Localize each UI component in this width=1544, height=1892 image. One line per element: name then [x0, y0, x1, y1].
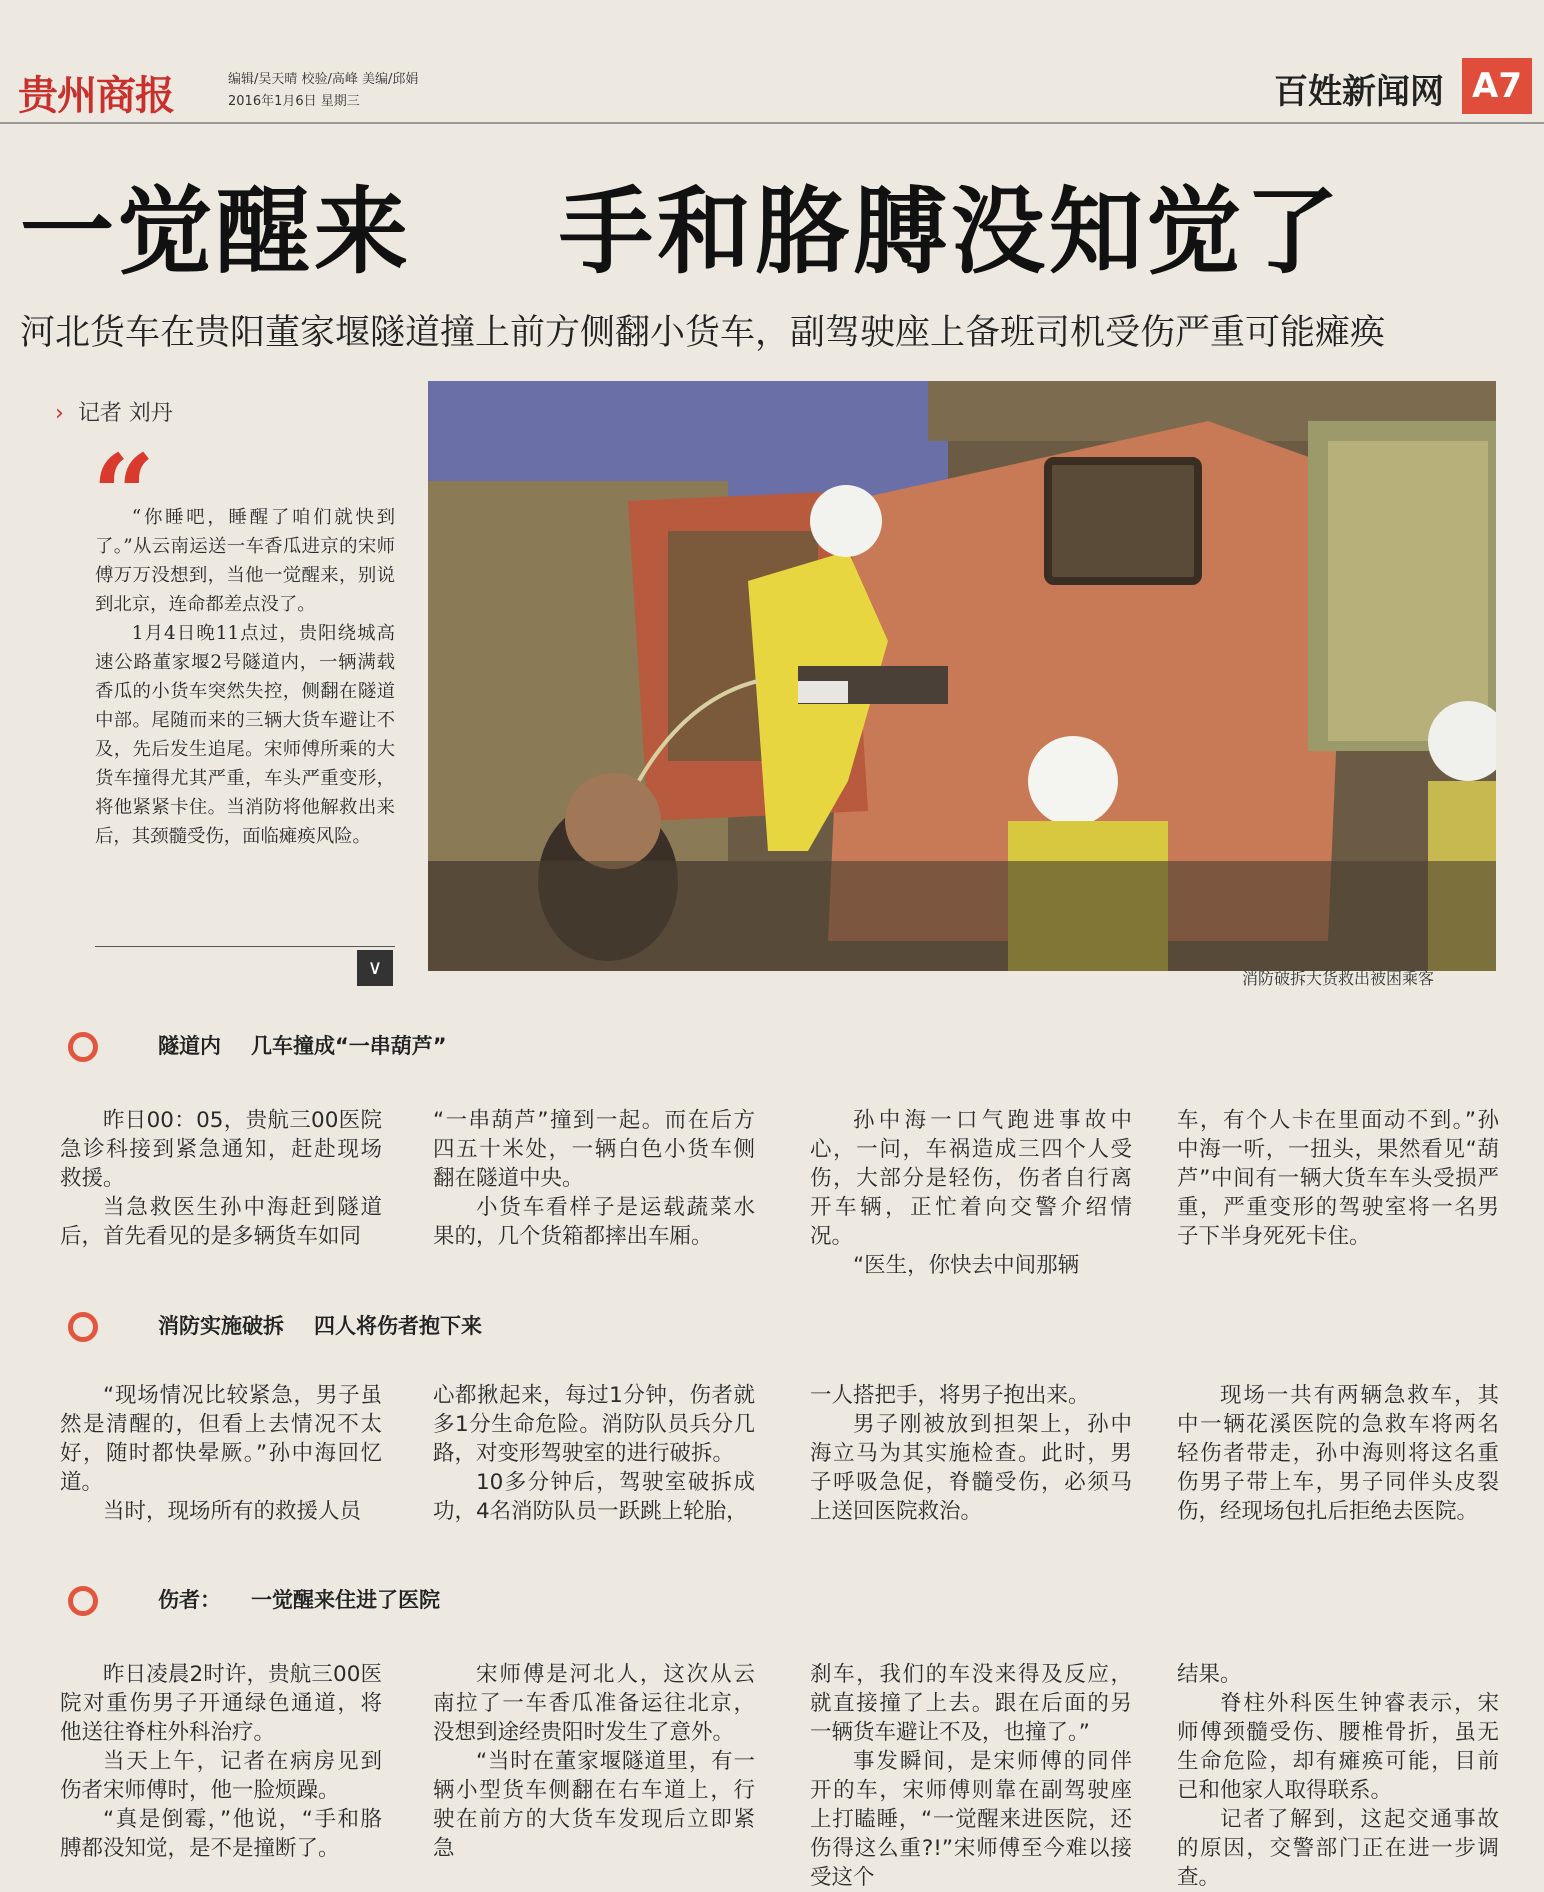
section-heading: [68, 1030, 447, 1062]
masthead-rule: [0, 122, 1544, 124]
paragraph: “一串葫芦”撞到一起。而在后方四五十米处，一辆白色小货车侧翻在隧道中央。: [433, 1108, 755, 1191]
byline-text: 记者 刘丹: [77, 401, 173, 426]
issue-date: 2016年1月6日 星期三: [228, 94, 360, 109]
text-column: [810, 1381, 1132, 1526]
editor-credits: 编辑/吴天晴 校验/高峰 美编/邱娟: [228, 72, 419, 87]
text-column: [433, 1106, 755, 1251]
paragraph: 车，有个人卡在里面动不到。”孙中海一听，一扭头，果然看见“葫芦”中间有一辆大货车车头受损严重，严重变形的驾驶室将一名男子下半身死死卡住。: [1177, 1108, 1499, 1249]
paragraph: “医生，你快去中间那辆: [853, 1253, 1080, 1278]
paragraph: 结果。: [1177, 1662, 1242, 1687]
text-column: [60, 1660, 382, 1863]
section-heading-part: 隧道内: [158, 1034, 221, 1058]
lead-divider: [95, 946, 395, 947]
lead-paragraph: 1月4日晚11点过，贵阳绕城高速公路董家堰2号隧道内，一辆满载香瓜的小货车突然失控，侧翻在隧道中部。尾随而来的三辆大货车避让不及，先后发生追尾。宋师傅所乘的大货车撞得尤其严重，车头严重变形，将他紧紧卡住。当消防将他解救出来后，其颈髓受伤，面临瘫痪风险。: [95, 623, 395, 847]
headline: 一觉醒来 手和胳膊没知觉了: [20, 178, 1343, 287]
section-heading-part: 消防实施破拆: [158, 1314, 284, 1338]
paragraph: 当时，现场所有的救援人员: [103, 1499, 362, 1524]
paragraph: 宋师傅是河北人，这次从云南拉了一车香瓜准备运往北京，没想到途经贵阳时发生了意外。: [433, 1662, 755, 1745]
text-column: [810, 1106, 1132, 1280]
paragraph: 一人搭把手，将男子抱出来。: [810, 1383, 1090, 1408]
paragraph: 记者了解到，这起交通事故的原因，交警部门正在进一步调查。: [1177, 1807, 1499, 1890]
paragraph: 昨日00：05，贵航三00医院急诊科接到紧急通知，赶赴现场救援。: [60, 1108, 382, 1191]
paragraph: 男子刚被放到担架上，孙中海立马为其实施检查。此时，男子呼吸急促，脊髓受伤，必须马上送回医院救治。: [810, 1412, 1132, 1524]
section-heading: [68, 1584, 440, 1616]
section-name: 百姓新闻网: [1274, 72, 1444, 112]
chevron-right-icon: ›: [55, 401, 64, 426]
byline: [55, 396, 173, 427]
text-column: [1177, 1381, 1499, 1526]
paragraph: 昨日凌晨2时许，贵航三00医院对重伤男子开通绿色通道，将他送往脊柱外科治疗。: [60, 1662, 382, 1745]
lead-paragraph: “你睡吧，睡醒了咱们就快到了。”从云南运送一车香瓜进京的宋师傅万万没想到，当他一觉醒来，别说到北京，连命都差点没了。: [95, 507, 395, 615]
page-number-badge: A7: [1462, 58, 1532, 114]
photo-caption: 消防破拆大货救出被困乘客: [1241, 969, 1434, 988]
paragraph: 事发瞬间，是宋师傅的同伴开的车，宋师傅则靠在副驾驶座上打瞌睡，“一觉醒来进医院，还伤得这么重?!”宋师傅至今难以接受这个: [810, 1749, 1132, 1890]
subheadline: 河北货车在贵阳董家堰隧道撞上前方侧翻小货车，副驾驶座上备班司机受伤严重可能瘫痪: [20, 313, 1386, 353]
text-column: [810, 1660, 1132, 1892]
circle-bullet-icon: [68, 1312, 98, 1342]
paragraph: 当急救医生孙中海赶到隧道后，首先看见的是多辆货车如同: [60, 1195, 382, 1249]
section-heading-part: 四人将伤者抱下来: [314, 1314, 482, 1338]
paragraph: “真是倒霉，”他说，“手和胳膊都没知觉，是不是撞断了。: [60, 1807, 382, 1861]
lead-paragraphs: [95, 503, 395, 851]
text-column: [1177, 1106, 1499, 1251]
text-column: [433, 1381, 755, 1526]
paragraph: “现场情况比较紧急，男子虽然是清醒的，但看上去情况不太好，随时都快晕厥。”孙中海回忆道。: [60, 1383, 382, 1495]
paragraph: 刹车，我们的车没来得及反应，就直接撞了上去。跟在后面的另一辆货车避让不及，也撞了。”: [810, 1662, 1132, 1745]
quote-icon: “: [92, 430, 156, 559]
paragraph: 10多分钟后，驾驶室破拆成功，4名消防队员一跃跳上轮胎，: [433, 1470, 755, 1524]
rescue-scene-illustration: [428, 381, 1496, 971]
paragraph: 现场一共有两辆急救车，其中一辆花溪医院的急救车将两名轻伤者带走，孙中海则将这名重伤男子带上车，男子同伴头皮裂伤，经现场包扎后拒绝去医院。: [1177, 1383, 1499, 1524]
paragraph: 小货车看样子是运载蔬菜水果的，几个货箱都摔出车厢。: [433, 1195, 755, 1249]
section-heading: [68, 1310, 482, 1342]
paragraph: 脊柱外科医生钟睿表示，宋师傅颈髓受伤、腰椎骨折，虽无生命危险，却有瘫痪可能，目前已和他家人取得联系。: [1177, 1691, 1499, 1803]
circle-bullet-icon: [68, 1032, 98, 1062]
news-photo: [428, 381, 1496, 971]
paragraph: 心都揪起来，每过1分钟，伤者就多1分生命危险。消防队员兵分几路，对变形驾驶室的进行破拆。: [433, 1383, 755, 1466]
text-column: [1177, 1660, 1499, 1892]
paragraph: “当时在董家堰隧道里，有一辆小型货车侧翻在右车道上，行驶在前方的大货车发现后立即紧急: [433, 1749, 755, 1861]
newspaper-logo: 贵州商报: [18, 73, 174, 119]
text-column: [60, 1381, 382, 1526]
text-column: [433, 1660, 755, 1863]
section-heading-part: 几车撞成“一串葫芦”: [251, 1034, 447, 1058]
text-column: [60, 1106, 382, 1251]
section-heading-part: 一觉醒来住进了医院: [251, 1588, 440, 1612]
paragraph: 当天上午，记者在病房见到伤者宋师傅时，他一脸烦躁。: [60, 1749, 382, 1803]
section-heading-part: 伤者：: [158, 1588, 221, 1612]
chevron-down-icon: ∨: [357, 950, 393, 986]
paragraph: 孙中海一口气跑进事故中心，一问，车祸造成三四个人受伤，大部分是轻伤，伤者自行离开车辆，正忙着向交警介绍情况。: [810, 1108, 1132, 1249]
circle-bullet-icon: [68, 1586, 98, 1616]
